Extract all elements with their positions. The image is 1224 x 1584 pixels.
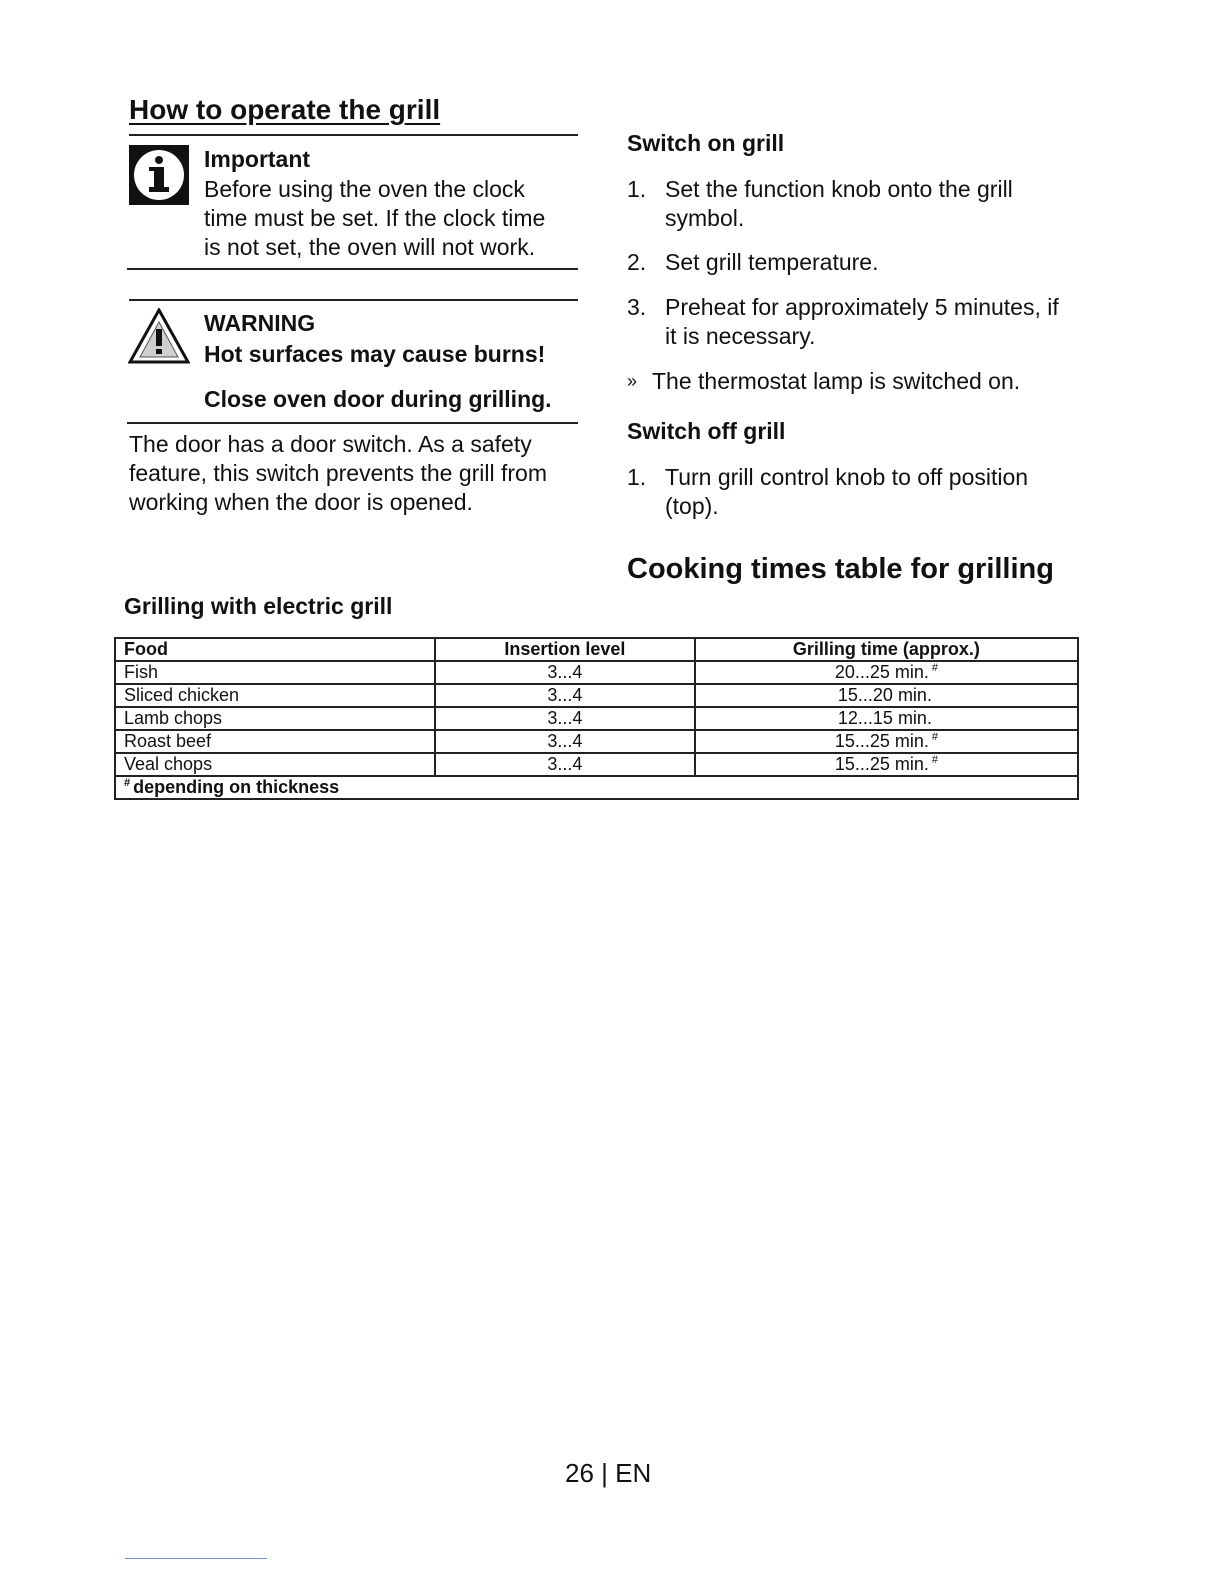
footnote-mark: # xyxy=(124,777,131,789)
level-cell: 3...4 xyxy=(435,707,695,730)
footnote-mark: # xyxy=(931,662,939,674)
paragraph-line: working when the door is opened. xyxy=(129,489,473,515)
info-icon xyxy=(129,145,189,205)
time-value: 15...25 min. xyxy=(834,754,929,774)
important-line: time must be set. If the clock time xyxy=(204,205,546,231)
table-row xyxy=(115,684,1078,707)
language-code: EN xyxy=(615,1458,652,1488)
food-cell: Sliced chicken xyxy=(115,684,435,707)
important-line: Before using the oven the clock xyxy=(204,176,525,202)
time-value: 15...25 min. xyxy=(834,731,929,751)
header-grilling-time: Grilling time (approx.) xyxy=(695,638,1078,661)
important-heading: Important xyxy=(204,146,311,172)
time-cell xyxy=(695,753,1078,776)
table-row xyxy=(115,730,1078,753)
time-cell xyxy=(695,684,1078,707)
time-value: 15...20 min. xyxy=(837,685,932,705)
step-line: it is necessary. xyxy=(665,323,816,349)
divider xyxy=(127,268,578,270)
cooking-times-title: Cooking times table for grilling xyxy=(627,553,1054,585)
paragraph-line: feature, this switch prevents the grill from xyxy=(129,460,547,486)
table-row xyxy=(115,707,1078,730)
paragraph-line: The door has a door switch. As a safety xyxy=(129,431,532,457)
food-cell: Veal chops xyxy=(115,753,435,776)
warning-triangle-icon xyxy=(128,308,190,364)
footer-separator: | xyxy=(601,1458,608,1488)
step-text xyxy=(665,463,1028,521)
result-marker: » xyxy=(627,371,638,391)
page-footer xyxy=(565,1458,651,1489)
table-footnote xyxy=(115,776,1078,799)
footnote-mark: # xyxy=(931,731,939,743)
grilling-table xyxy=(114,637,1079,800)
step-line: Preheat for approximately 5 minutes, if xyxy=(665,294,1059,320)
step-number: 2. xyxy=(627,249,647,275)
table-header-row xyxy=(115,638,1078,661)
warning-line: Close oven door during grilling. xyxy=(204,386,552,412)
step-line: (top). xyxy=(665,493,719,519)
step-text xyxy=(665,175,1013,233)
time-value: 20...25 min. xyxy=(834,662,929,682)
door-switch-paragraph xyxy=(129,430,547,517)
time-cell xyxy=(695,707,1078,730)
footnote-mark: # xyxy=(931,754,939,766)
switch-on-heading: Switch on grill xyxy=(627,130,785,156)
result-text: The thermostat lamp is switched on. xyxy=(652,368,1021,394)
food-cell: Lamb chops xyxy=(115,707,435,730)
table-row xyxy=(115,661,1078,684)
page-title: How to operate the grill xyxy=(129,94,441,125)
footnote-text: depending on thickness xyxy=(133,777,340,797)
divider xyxy=(129,299,578,301)
switch-off-heading: Switch off grill xyxy=(627,418,786,444)
warning-heading: WARNING xyxy=(204,310,316,336)
divider xyxy=(129,134,578,136)
divider xyxy=(127,422,578,424)
step-line: Set the function knob onto the grill xyxy=(665,176,1013,202)
header-food: Food xyxy=(115,638,435,661)
level-cell: 3...4 xyxy=(435,661,695,684)
level-cell: 3...4 xyxy=(435,684,695,707)
step-line: Turn grill control knob to off position xyxy=(665,464,1029,490)
table-row xyxy=(115,753,1078,776)
time-value: 12...15 min. xyxy=(837,708,932,728)
step-number: 1. xyxy=(627,176,647,202)
table-footnote-row xyxy=(115,776,1078,799)
step-line: symbol. xyxy=(665,205,745,231)
important-text xyxy=(204,175,545,262)
food-cell: Fish xyxy=(115,661,435,684)
step-number: 3. xyxy=(627,294,647,320)
footer-line xyxy=(125,1558,267,1559)
important-line: is not set, the oven will not work. xyxy=(204,234,536,260)
step-text xyxy=(665,248,878,277)
warning-line: Hot surfaces may cause burns! xyxy=(204,341,546,367)
level-cell: 3...4 xyxy=(435,730,695,753)
page-number: 26 xyxy=(565,1458,594,1488)
level-cell: 3...4 xyxy=(435,753,695,776)
step-text xyxy=(665,293,1059,351)
header-insertion-level: Insertion level xyxy=(435,638,695,661)
step-number: 1. xyxy=(627,464,647,490)
food-cell: Roast beef xyxy=(115,730,435,753)
table-caption: Grilling with electric grill xyxy=(124,593,393,619)
time-cell xyxy=(695,661,1078,684)
step-line: Set grill temperature. xyxy=(665,249,879,275)
time-cell xyxy=(695,730,1078,753)
